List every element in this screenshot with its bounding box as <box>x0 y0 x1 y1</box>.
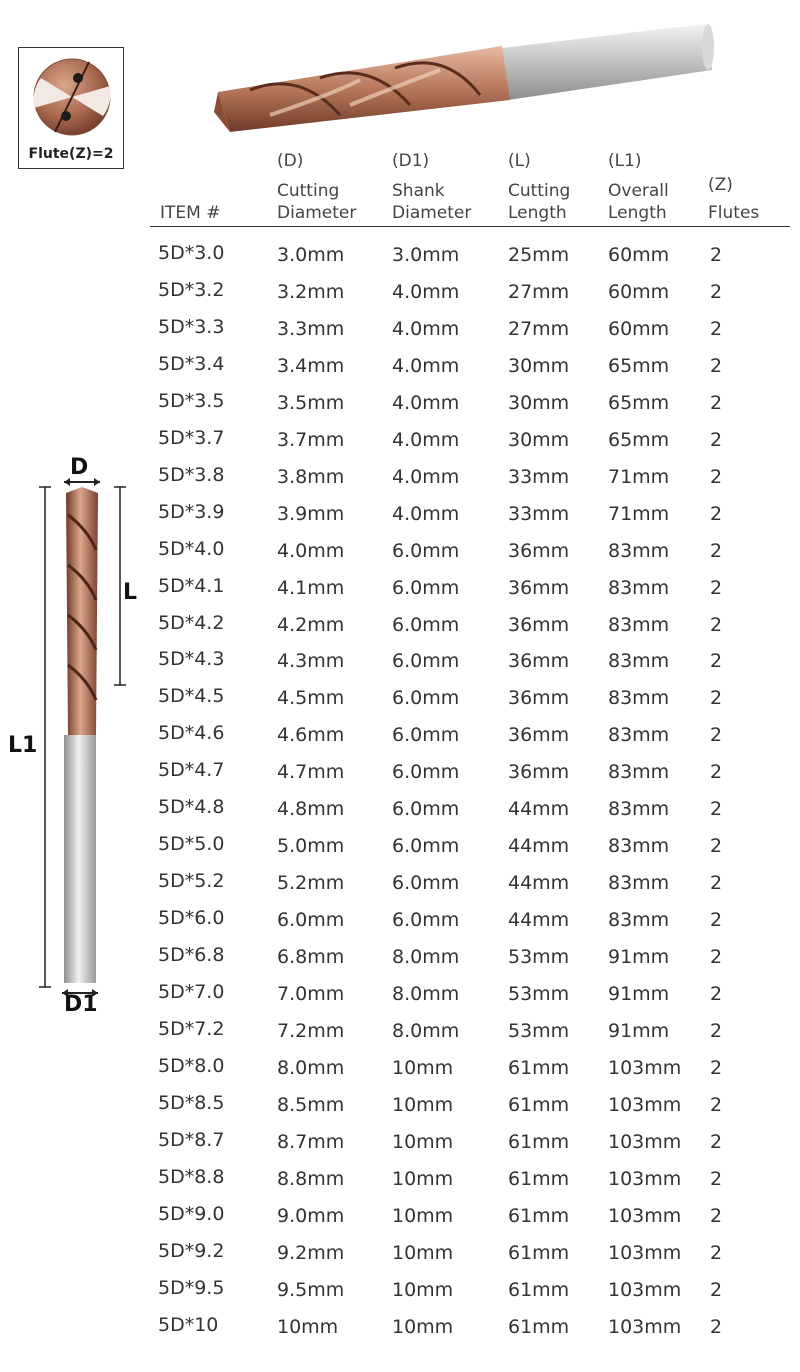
overall-length-cell: 103mm <box>608 1056 682 1079</box>
flutes-cell: 2 <box>710 1241 723 1264</box>
cutting-diameter-cell: 4.6mm <box>277 724 345 747</box>
item-cell: 5D*6.0 <box>158 907 225 930</box>
shank-diameter-cell: 10mm <box>392 1093 454 1116</box>
cutting-length-cell: 61mm <box>508 1093 570 1116</box>
flutes-cell: 2 <box>710 1278 723 1301</box>
shank-diameter-cell: 4.0mm <box>392 465 460 488</box>
cutting-diameter-cell: 3.8mm <box>277 465 345 488</box>
shank-diameter-cell: 6.0mm <box>392 613 460 636</box>
drill-image-horizontal <box>210 20 720 140</box>
item-cell: 5D*4.5 <box>158 685 225 708</box>
overall-length-cell: 103mm <box>608 1130 682 1153</box>
shank-diameter-cell: 4.0mm <box>392 391 460 414</box>
item-cell: 5D*8.0 <box>158 1054 225 1077</box>
item-cell: 5D*4.0 <box>158 537 225 560</box>
header-code: (Z) <box>708 175 733 195</box>
cutting-diameter-cell: 9.2mm <box>277 1241 345 1264</box>
overall-length-cell: 83mm <box>608 539 670 562</box>
cutting-diameter-cell: 5.0mm <box>277 835 345 858</box>
cutting-diameter-cell: 3.3mm <box>277 317 345 340</box>
overall-length-cell: 83mm <box>608 687 670 710</box>
cutting-diameter-cell: 3.5mm <box>277 391 345 414</box>
item-cell: 5D*5.2 <box>158 870 225 893</box>
cutting-diameter-cell: 8.0mm <box>277 1056 345 1079</box>
cutting-diameter-cell: 3.2mm <box>277 280 345 303</box>
cutting-diameter-cell: 4.5mm <box>277 687 345 710</box>
flutes-cell: 2 <box>710 613 723 636</box>
overall-length-cell: 91mm <box>608 946 670 969</box>
item-cell: 5D*3.3 <box>158 315 225 338</box>
shank-diameter-cell: 10mm <box>392 1130 454 1153</box>
cutting-diameter-cell: 6.8mm <box>277 946 345 969</box>
cutting-length-cell: 53mm <box>508 983 570 1005</box>
flute-cross-section-icon <box>31 56 113 138</box>
item-cell: 5D*4.8 <box>158 796 225 819</box>
flutes-cell: 2 <box>710 1056 723 1079</box>
item-cell: 5D*4.2 <box>158 611 225 634</box>
overall-length-cell: 60mm <box>608 317 670 340</box>
cutting-diameter-cell: 4.0mm <box>277 539 345 562</box>
flutes-cell: 2 <box>710 909 723 932</box>
shank-diameter-cell: 10mm <box>392 1315 454 1338</box>
flutes-cell: 2 <box>710 1167 723 1190</box>
header-code: (D1) <box>392 151 430 171</box>
cutting-diameter-cell: 7.0mm <box>277 983 345 1005</box>
header-cutting-diameter <box>277 150 359 224</box>
overall-length-cell: 103mm <box>608 1278 682 1301</box>
header-item: ITEM # <box>160 203 221 223</box>
item-cell: 5D*3.9 <box>158 500 225 523</box>
shank-diameter-cell: 8.0mm <box>392 946 460 969</box>
flutes-cell: 2 <box>710 244 723 266</box>
overall-length-cell: 91mm <box>608 1019 670 1042</box>
shank-diameter-cell: 8.0mm <box>392 1019 460 1042</box>
item-cell: 5D*6.8 <box>158 944 225 967</box>
cutting-length-cell: 61mm <box>508 1204 570 1227</box>
shank-diameter-cell: 3.0mm <box>392 244 460 266</box>
cutting-length-cell: 30mm <box>508 354 570 377</box>
header-code: (L) <box>508 151 531 171</box>
shank-diameter-cell: 6.0mm <box>392 650 460 673</box>
cutting-length-cell: 36mm <box>508 724 570 747</box>
item-cell: 5D*8.8 <box>158 1165 225 1188</box>
cutting-diameter-cell: 3.7mm <box>277 428 345 451</box>
cutting-length-cell: 53mm <box>508 1019 570 1042</box>
cutting-length-cell: 36mm <box>508 613 570 636</box>
item-cell: 5D*9.2 <box>158 1239 225 1262</box>
header-name: Cutting Diameter <box>277 181 357 223</box>
flutes-cell: 2 <box>710 1019 723 1042</box>
overall-length-cell: 65mm <box>608 428 670 451</box>
flutes-cell: 2 <box>710 687 723 710</box>
overall-length-cell: 83mm <box>608 761 670 784</box>
cutting-diameter-cell: 10mm <box>277 1315 339 1338</box>
shank-diameter-cell: 4.0mm <box>392 502 460 525</box>
cutting-length-cell: 44mm <box>508 798 570 821</box>
shank-diameter-cell: 6.0mm <box>392 798 460 821</box>
cutting-length-cell: 33mm <box>508 465 570 488</box>
item-cell: 5D*3.0 <box>158 242 225 264</box>
flutes-cell: 2 <box>710 280 723 303</box>
overall-length-cell: 103mm <box>608 1167 682 1190</box>
cutting-length-cell: 36mm <box>508 761 570 784</box>
overall-length-cell: 83mm <box>608 909 670 932</box>
diameter-label: D <box>70 455 89 480</box>
flutes-cell: 2 <box>710 502 723 525</box>
header-flutes <box>708 174 759 224</box>
flute-diagram <box>18 47 124 169</box>
shank-diameter-cell: 6.0mm <box>392 761 460 784</box>
overall-length-cell: 103mm <box>608 1315 682 1338</box>
shank-diameter-cell: 6.0mm <box>392 724 460 747</box>
cutting-diameter-cell: 3.0mm <box>277 244 345 266</box>
cutting-length-cell: 36mm <box>508 576 570 599</box>
overall-length-cell: 83mm <box>608 724 670 747</box>
cutting-diameter-cell: 3.4mm <box>277 354 345 377</box>
shank-diameter-cell: 6.0mm <box>392 872 460 895</box>
item-cell: 5D*4.3 <box>158 648 225 671</box>
cutting-length-cell: 30mm <box>508 428 570 451</box>
item-cell: 5D*7.2 <box>158 1017 225 1040</box>
overall-length-cell: 60mm <box>608 244 670 266</box>
overall-length-cell: 71mm <box>608 465 670 488</box>
cutting-length-cell: 53mm <box>508 946 570 969</box>
header-divider <box>150 226 790 227</box>
flutes-cell: 2 <box>710 428 723 451</box>
shank-diameter-cell: 4.0mm <box>392 354 460 377</box>
flutes-cell: 2 <box>710 465 723 488</box>
shank-diameter-cell: 6.0mm <box>392 539 460 562</box>
cutting-length-label: L <box>123 580 138 605</box>
header-name: Overall Length <box>608 181 669 223</box>
cutting-length-cell: 27mm <box>508 280 570 303</box>
overall-length-cell: 83mm <box>608 650 670 673</box>
shank-diameter-cell: 4.0mm <box>392 317 460 340</box>
item-cell: 5D*7.0 <box>158 981 225 1003</box>
overall-length-cell: 83mm <box>608 798 670 821</box>
overall-length-cell: 71mm <box>608 502 670 525</box>
cutting-length-cell: 61mm <box>508 1167 570 1190</box>
shank-diameter-cell: 6.0mm <box>392 576 460 599</box>
flute-count-label: Flute(Z)=2 <box>28 146 114 162</box>
header-code: (L1) <box>608 151 642 171</box>
cutting-diameter-cell: 3.9mm <box>277 502 345 525</box>
flutes-cell: 2 <box>710 983 723 1005</box>
cutting-length-cell: 61mm <box>508 1241 570 1264</box>
overall-length-cell: 65mm <box>608 354 670 377</box>
item-cell: 5D*5.0 <box>158 833 225 856</box>
cutting-length-cell: 25mm <box>508 244 570 266</box>
header-cutting-length <box>508 150 578 224</box>
flutes-cell: 2 <box>710 391 723 414</box>
cutting-length-cell: 61mm <box>508 1315 570 1338</box>
shank-diameter-cell: 4.0mm <box>392 280 460 303</box>
item-cell: 5D*3.5 <box>158 389 225 412</box>
item-cell: 5D*4.7 <box>158 759 225 782</box>
overall-length-cell: 91mm <box>608 983 670 1005</box>
cutting-length-cell: 44mm <box>508 909 570 932</box>
cutting-length-cell: 44mm <box>508 835 570 858</box>
cutting-length-cell: 36mm <box>508 539 570 562</box>
flutes-cell: 2 <box>710 1093 723 1116</box>
overall-length-cell: 103mm <box>608 1204 682 1227</box>
cutting-diameter-cell: 9.0mm <box>277 1204 345 1227</box>
shank-diameter-cell: 6.0mm <box>392 835 460 858</box>
item-cell: 5D*3.8 <box>158 463 225 486</box>
flutes-cell: 2 <box>710 798 723 821</box>
cutting-diameter-cell: 4.8mm <box>277 798 345 821</box>
header-name: Shank Diameter <box>392 181 472 223</box>
overall-length-label: L1 <box>8 733 38 758</box>
flutes-cell: 2 <box>710 354 723 377</box>
item-cell: 5D*4.6 <box>158 722 225 745</box>
overall-length-cell: 83mm <box>608 576 670 599</box>
cutting-diameter-cell: 7.2mm <box>277 1019 345 1042</box>
overall-length-cell: 83mm <box>608 613 670 636</box>
flutes-cell: 2 <box>710 872 723 895</box>
cutting-diameter-cell: 8.5mm <box>277 1093 345 1116</box>
flutes-cell: 2 <box>710 1315 723 1338</box>
cutting-diameter-cell: 5.2mm <box>277 872 345 895</box>
shank-diameter-cell: 10mm <box>392 1241 454 1264</box>
item-cell: 5D*3.2 <box>158 278 225 301</box>
shank-diameter-cell: 8.0mm <box>392 983 460 1005</box>
cutting-diameter-cell: 4.1mm <box>277 576 345 599</box>
flutes-cell: 2 <box>710 317 723 340</box>
flutes-cell: 2 <box>710 1130 723 1153</box>
flutes-cell: 2 <box>710 539 723 562</box>
item-cell: 5D*9.5 <box>158 1276 225 1299</box>
cutting-length-cell: 36mm <box>508 650 570 673</box>
header-code: (D) <box>277 151 304 171</box>
overall-length-cell: 103mm <box>608 1093 682 1116</box>
cutting-length-cell: 30mm <box>508 391 570 414</box>
cutting-diameter-cell: 4.2mm <box>277 613 345 636</box>
header-name: Flutes <box>708 203 760 223</box>
header-shank-diameter <box>392 150 474 224</box>
shank-diameter-cell: 10mm <box>392 1204 454 1227</box>
cutting-diameter-cell: 8.7mm <box>277 1130 345 1153</box>
flutes-cell: 2 <box>710 835 723 858</box>
header-overall-length <box>608 150 678 224</box>
shank-diameter-cell: 10mm <box>392 1056 454 1079</box>
flutes-cell: 2 <box>710 946 723 969</box>
flutes-cell: 2 <box>710 724 723 747</box>
shank-diameter-cell: 4.0mm <box>392 428 460 451</box>
item-cell: 5D*3.4 <box>158 352 225 375</box>
flutes-cell: 2 <box>710 761 723 784</box>
item-cell: 5D*3.7 <box>158 426 225 449</box>
cutting-diameter-cell: 4.3mm <box>277 650 345 673</box>
overall-length-cell: 60mm <box>608 280 670 303</box>
item-cell: 5D*10 <box>158 1313 219 1336</box>
cutting-diameter-cell: 9.5mm <box>277 1278 345 1301</box>
drill-dimension-diagram <box>28 455 138 1015</box>
flutes-cell: 2 <box>710 650 723 673</box>
overall-length-cell: 103mm <box>608 1241 682 1264</box>
cutting-diameter-cell: 4.7mm <box>277 761 345 784</box>
item-cell: 5D*9.0 <box>158 1202 225 1225</box>
cutting-diameter-cell: 8.8mm <box>277 1167 345 1190</box>
header-name: Cutting Length <box>508 181 571 223</box>
cutting-length-cell: 61mm <box>508 1278 570 1301</box>
shank-diameter-cell: 10mm <box>392 1278 454 1301</box>
flutes-cell: 2 <box>710 1204 723 1227</box>
shank-diameter-cell: 6.0mm <box>392 687 460 710</box>
item-cell: 5D*4.1 <box>158 574 225 597</box>
cutting-length-cell: 61mm <box>508 1056 570 1079</box>
cutting-length-cell: 36mm <box>508 687 570 710</box>
overall-length-cell: 83mm <box>608 835 670 858</box>
cutting-length-cell: 33mm <box>508 502 570 525</box>
overall-length-cell: 83mm <box>608 872 670 895</box>
cutting-length-cell: 44mm <box>508 872 570 895</box>
flutes-cell: 2 <box>710 576 723 599</box>
shank-diameter-label: D1 <box>64 992 98 1017</box>
item-cell: 5D*8.7 <box>158 1128 225 1151</box>
shank-diameter-cell: 10mm <box>392 1167 454 1190</box>
cutting-length-cell: 61mm <box>508 1130 570 1153</box>
item-cell: 5D*8.5 <box>158 1091 225 1114</box>
cutting-length-cell: 27mm <box>508 317 570 340</box>
overall-length-cell: 65mm <box>608 391 670 414</box>
cutting-diameter-cell: 6.0mm <box>277 909 345 932</box>
shank-diameter-cell: 6.0mm <box>392 909 460 932</box>
